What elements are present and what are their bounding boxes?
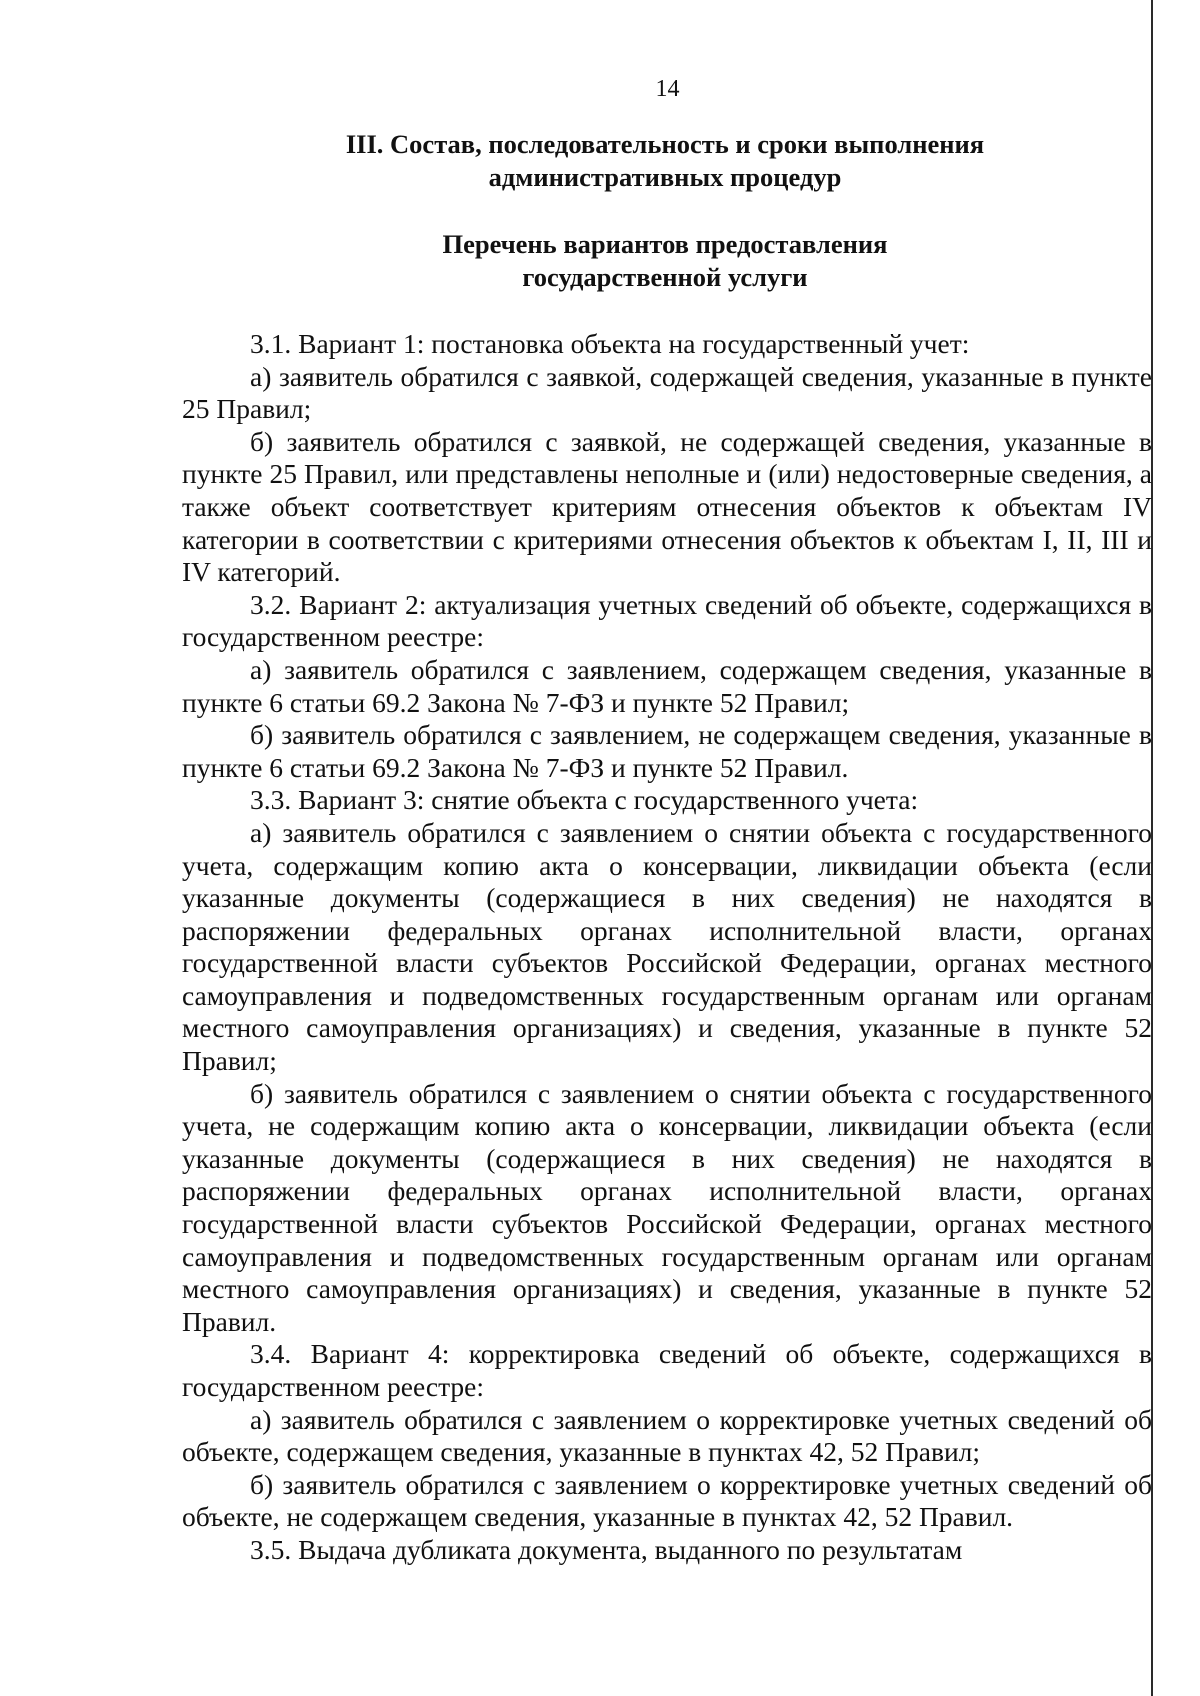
paragraph-3-3-b: б) заявитель обратился с заявлением о снятии объекта с государственного учета, не содержащим копию акта о консервации, ликвидации объекта (если указанные документы (содержащиеся в них сведения) не находятся в распоряжении федеральных органах исполнительной власти, органах государственной власти субъектов Российской Федерации, органах местного самоуправления и подведомственных государственным органам или органам местного самоуправления организациях) и сведения, указанные в пункте 52 Правил.	[182, 1077, 1152, 1337]
paragraph-3-4-b: б) заявитель обратился с заявлением о корректировке учетных сведений об объекте, не содержащем сведения, указанные в пунктах 42, 52 Правил.	[182, 1468, 1152, 1533]
subsection-heading-line-1: Перечень вариантов предоставления	[442, 229, 888, 259]
paragraph-3-2: 3.2. Вариант 2: актуализация учетных сведений об объекте, содержащихся в государственном реестре:	[182, 588, 1152, 653]
section-heading-line-2: административных процедур	[488, 162, 842, 192]
paragraph-3-2-b: б) заявитель обратился с заявлением, не содержащем сведения, указанные в пункте 6 статьи 69.2 Закона № 7-ФЗ и пункте 52 Правил.	[182, 719, 1152, 783]
paragraph-3-1-b: б) заявитель обратился с заявкой, не содержащей сведения, указанные в пункте 25 Правил, или представлены неполные и (или) недостоверные сведения, а также объект соответствует критериям отнесения объектов к объектам IV категории в соответствии с критериями отнесения объектов к объектам I, II, III и IV категорий.	[182, 425, 1152, 588]
subsection-heading	[182, 228, 1148, 294]
page-number: 14	[655, 76, 680, 102]
paragraph-3-4: 3.4. Вариант 4: корректировка сведений об объекте, содержащихся в государственном реестре:	[182, 1338, 1152, 1402]
section-heading	[182, 128, 1148, 194]
document-body	[182, 328, 1152, 1567]
section-heading-line-1: III. Состав, последовательность и сроки выполнения	[345, 129, 985, 159]
paragraph-3-5: 3.5. Выдача дубликата документа, выданного по результатам	[250, 1533, 963, 1565]
subsection-heading-line-2: государственной услуги	[522, 262, 808, 292]
paragraph-3-1: 3.1. Вариант 1: постановка объекта на государственный учет:	[250, 328, 970, 359]
paragraph-3-4-a: а) заявитель обратился с заявлением о корректировке учетных сведений об объекте, содержащем сведения, указанные в пунктах 42, 52 Правил;	[182, 1403, 1152, 1468]
paragraph-3-2-a: а) заявитель обратился с заявлением, содержащем сведения, указанные в пункте 6 статьи 69.2 Закона № 7-ФЗ и пункте 52 Правил;	[182, 653, 1152, 718]
paragraph-3-3-a: а) заявитель обратился с заявлением о снятии объекта с государственного учета, содержащим копию акта о консервации, ликвидации объекта (если указанные документы (содержащиеся в них сведения) не находятся в распоряжении федеральных органах исполнительной власти, органах государственной власти субъектов Российской Федерации, органах местного самоуправления и подведомственных государственным органам или органам местного самоуправления организациях) и сведения, указанные в пункте 52 Правил;	[182, 816, 1152, 1077]
paragraph-3-3: 3.3. Вариант 3: снятие объекта с государственного учета:	[250, 784, 919, 816]
paragraph-3-1-a: а) заявитель обратился с заявкой, содержащей сведения, указанные в пункте 25 Правил;	[182, 360, 1152, 425]
